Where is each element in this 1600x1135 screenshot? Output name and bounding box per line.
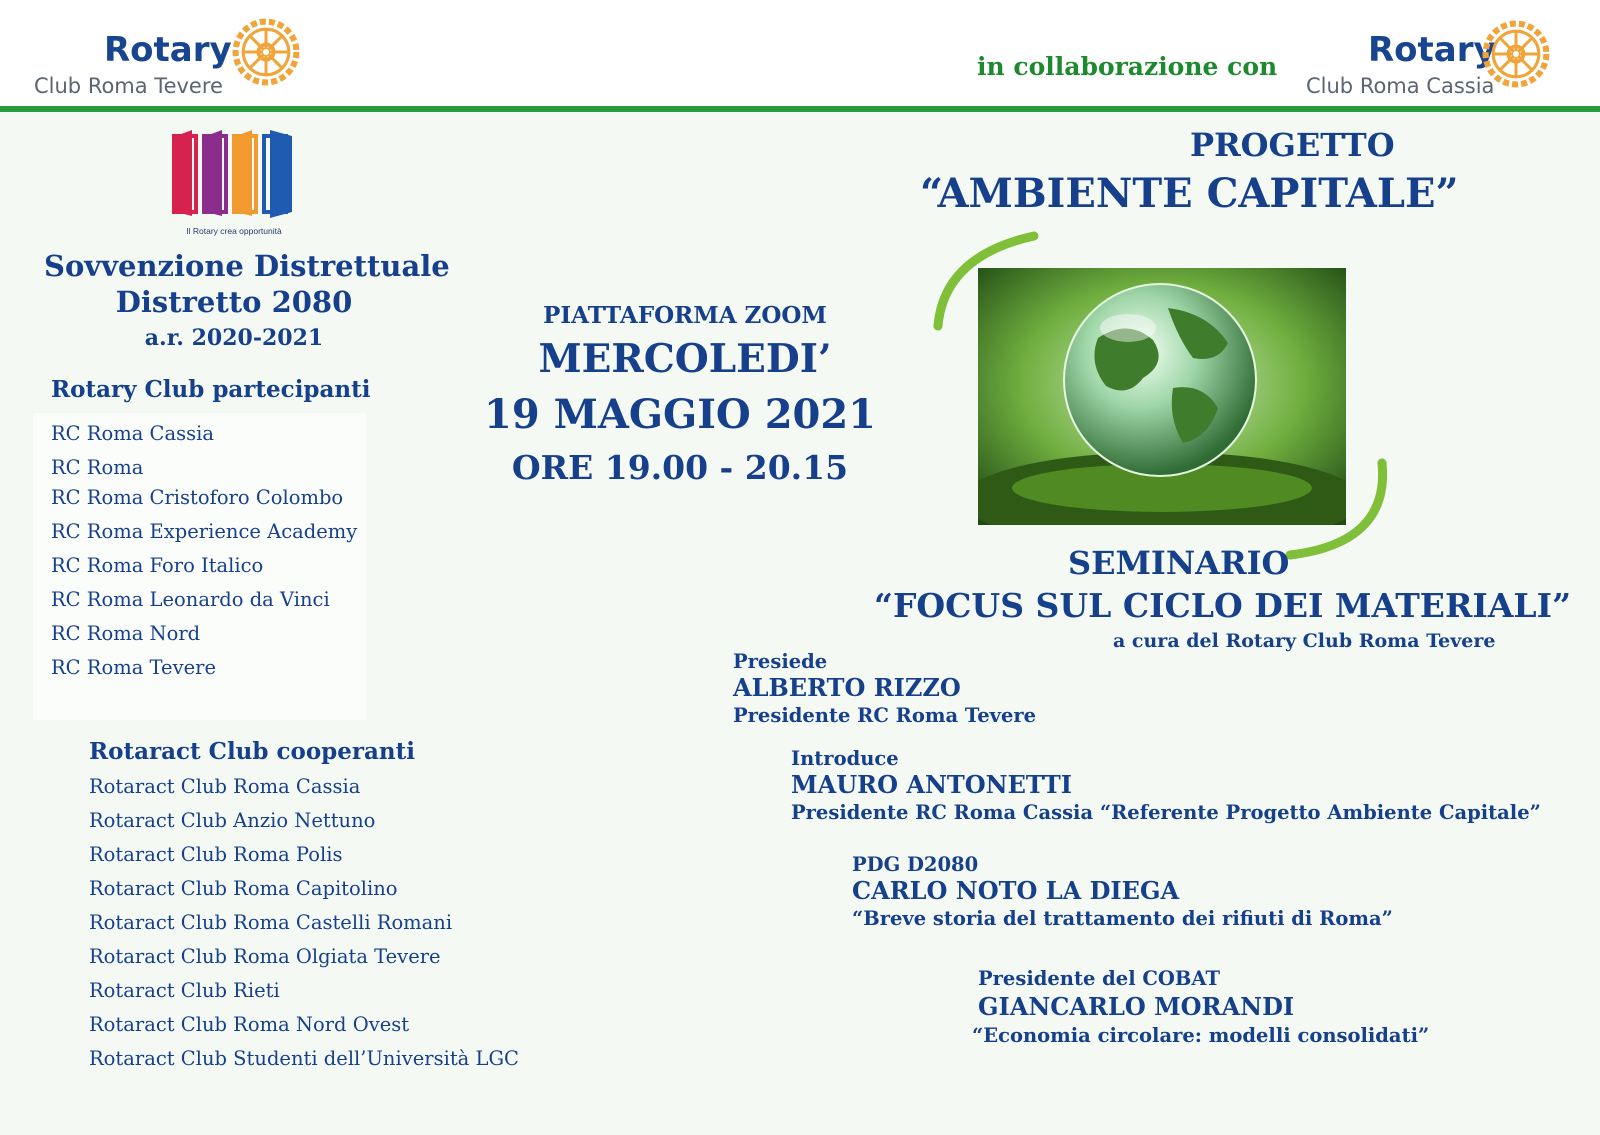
rotaract-item: Rotaract Club Studenti dell’Università LGC: [89, 1047, 519, 1070]
curated-by: a cura del Rotary Club Roma Tevere: [1113, 630, 1496, 652]
club-item: RC Roma Cassia: [51, 422, 214, 445]
club-item: RC Roma Foro Italico: [51, 554, 264, 577]
speaker-name: CARLO NOTO LA DIEGA: [852, 876, 1180, 905]
rotaract-item: Rotaract Club Anzio Nettuno: [89, 809, 376, 832]
doors-tagline: Il Rotary crea opportunità: [186, 226, 282, 236]
club-item: RC Roma: [51, 456, 144, 479]
speaker-name: ALBERTO RIZZO: [733, 673, 961, 702]
club-item: RC Roma Experience Academy: [51, 520, 358, 543]
left-logo-club: Club Roma Tevere: [34, 74, 223, 98]
header-divider: [0, 106, 1600, 112]
green-arc-decoration: [1282, 455, 1402, 575]
club-item: RC Roma Cristoforo Colombo: [51, 486, 344, 509]
rotaract-item: Rotaract Club Roma Olgiata Tevere: [89, 945, 441, 968]
project-label: PROGETTO: [1190, 126, 1395, 164]
rotaract-item: Rotaract Club Roma Castelli Romani: [89, 911, 453, 934]
rotaract-title: Rotaract Club cooperanti: [89, 738, 415, 765]
rotaract-item: Rotaract Club Roma Capitolino: [89, 877, 398, 900]
event-date: 19 MAGGIO 2021: [483, 391, 877, 438]
speaker-desc: “Breve storia del trattamento dei rifiuti di Roma”: [852, 907, 1393, 930]
grant-title: Sovvenzione Distrettuale: [44, 249, 450, 283]
right-logo-word: Rotary: [1368, 30, 1496, 70]
project-name: “AMBIENTE CAPITALE”: [920, 170, 1459, 217]
rotaract-item: Rotaract Club Roma Polis: [89, 843, 343, 866]
event-time: ORE 19.00 - 20.15: [511, 448, 849, 487]
rotary-wheel-icon: [1478, 16, 1554, 92]
speaker-name: GIANCARLO MORANDI: [978, 992, 1295, 1021]
speaker-desc: “Economia circolare: modelli consolidati”: [972, 1024, 1430, 1047]
event-platform: PIATTAFORMA ZOOM: [543, 302, 827, 329]
rotaract-item: Rotaract Club Roma Cassia: [89, 775, 361, 798]
grant-year: a.r. 2020-2021: [144, 325, 324, 351]
rotaract-item: Rotaract Club Rieti: [89, 979, 280, 1002]
speaker-role: PDG D2080: [852, 853, 979, 876]
seminar-label: SEMINARIO: [1068, 544, 1290, 582]
speaker-desc: Presidente RC Roma Cassia “Referente Progetto Ambiente Capitale”: [791, 801, 1541, 824]
clubs-title: Rotary Club partecipanti: [51, 376, 371, 403]
left-logo-word: Rotary: [104, 30, 232, 70]
opportunity-doors-logo: [172, 128, 294, 220]
grant-district: Distretto 2080: [115, 285, 353, 319]
speaker-desc: Presidente RC Roma Tevere: [733, 704, 1037, 727]
club-item: RC Roma Tevere: [51, 656, 216, 679]
event-day: MERCOLEDI’: [538, 336, 832, 382]
collaboration-label: in collaborazione con: [977, 52, 1278, 81]
seminar-title: “FOCUS SUL CICLO DEI MATERIALI”: [874, 586, 1572, 625]
speaker-role: Introduce: [791, 747, 899, 770]
speaker-role: Presidente del COBAT: [978, 967, 1220, 990]
speaker-name: MAURO ANTONETTI: [791, 770, 1072, 799]
right-logo-club: Club Roma Cassia: [1306, 74, 1495, 98]
speaker-role: Presiede: [733, 650, 828, 673]
rotary-wheel-icon: [228, 14, 304, 90]
club-item: RC Roma Nord: [51, 622, 201, 645]
rotaract-item: Rotaract Club Roma Nord Ovest: [89, 1013, 410, 1036]
club-item: RC Roma Leonardo da Vinci: [51, 588, 330, 611]
